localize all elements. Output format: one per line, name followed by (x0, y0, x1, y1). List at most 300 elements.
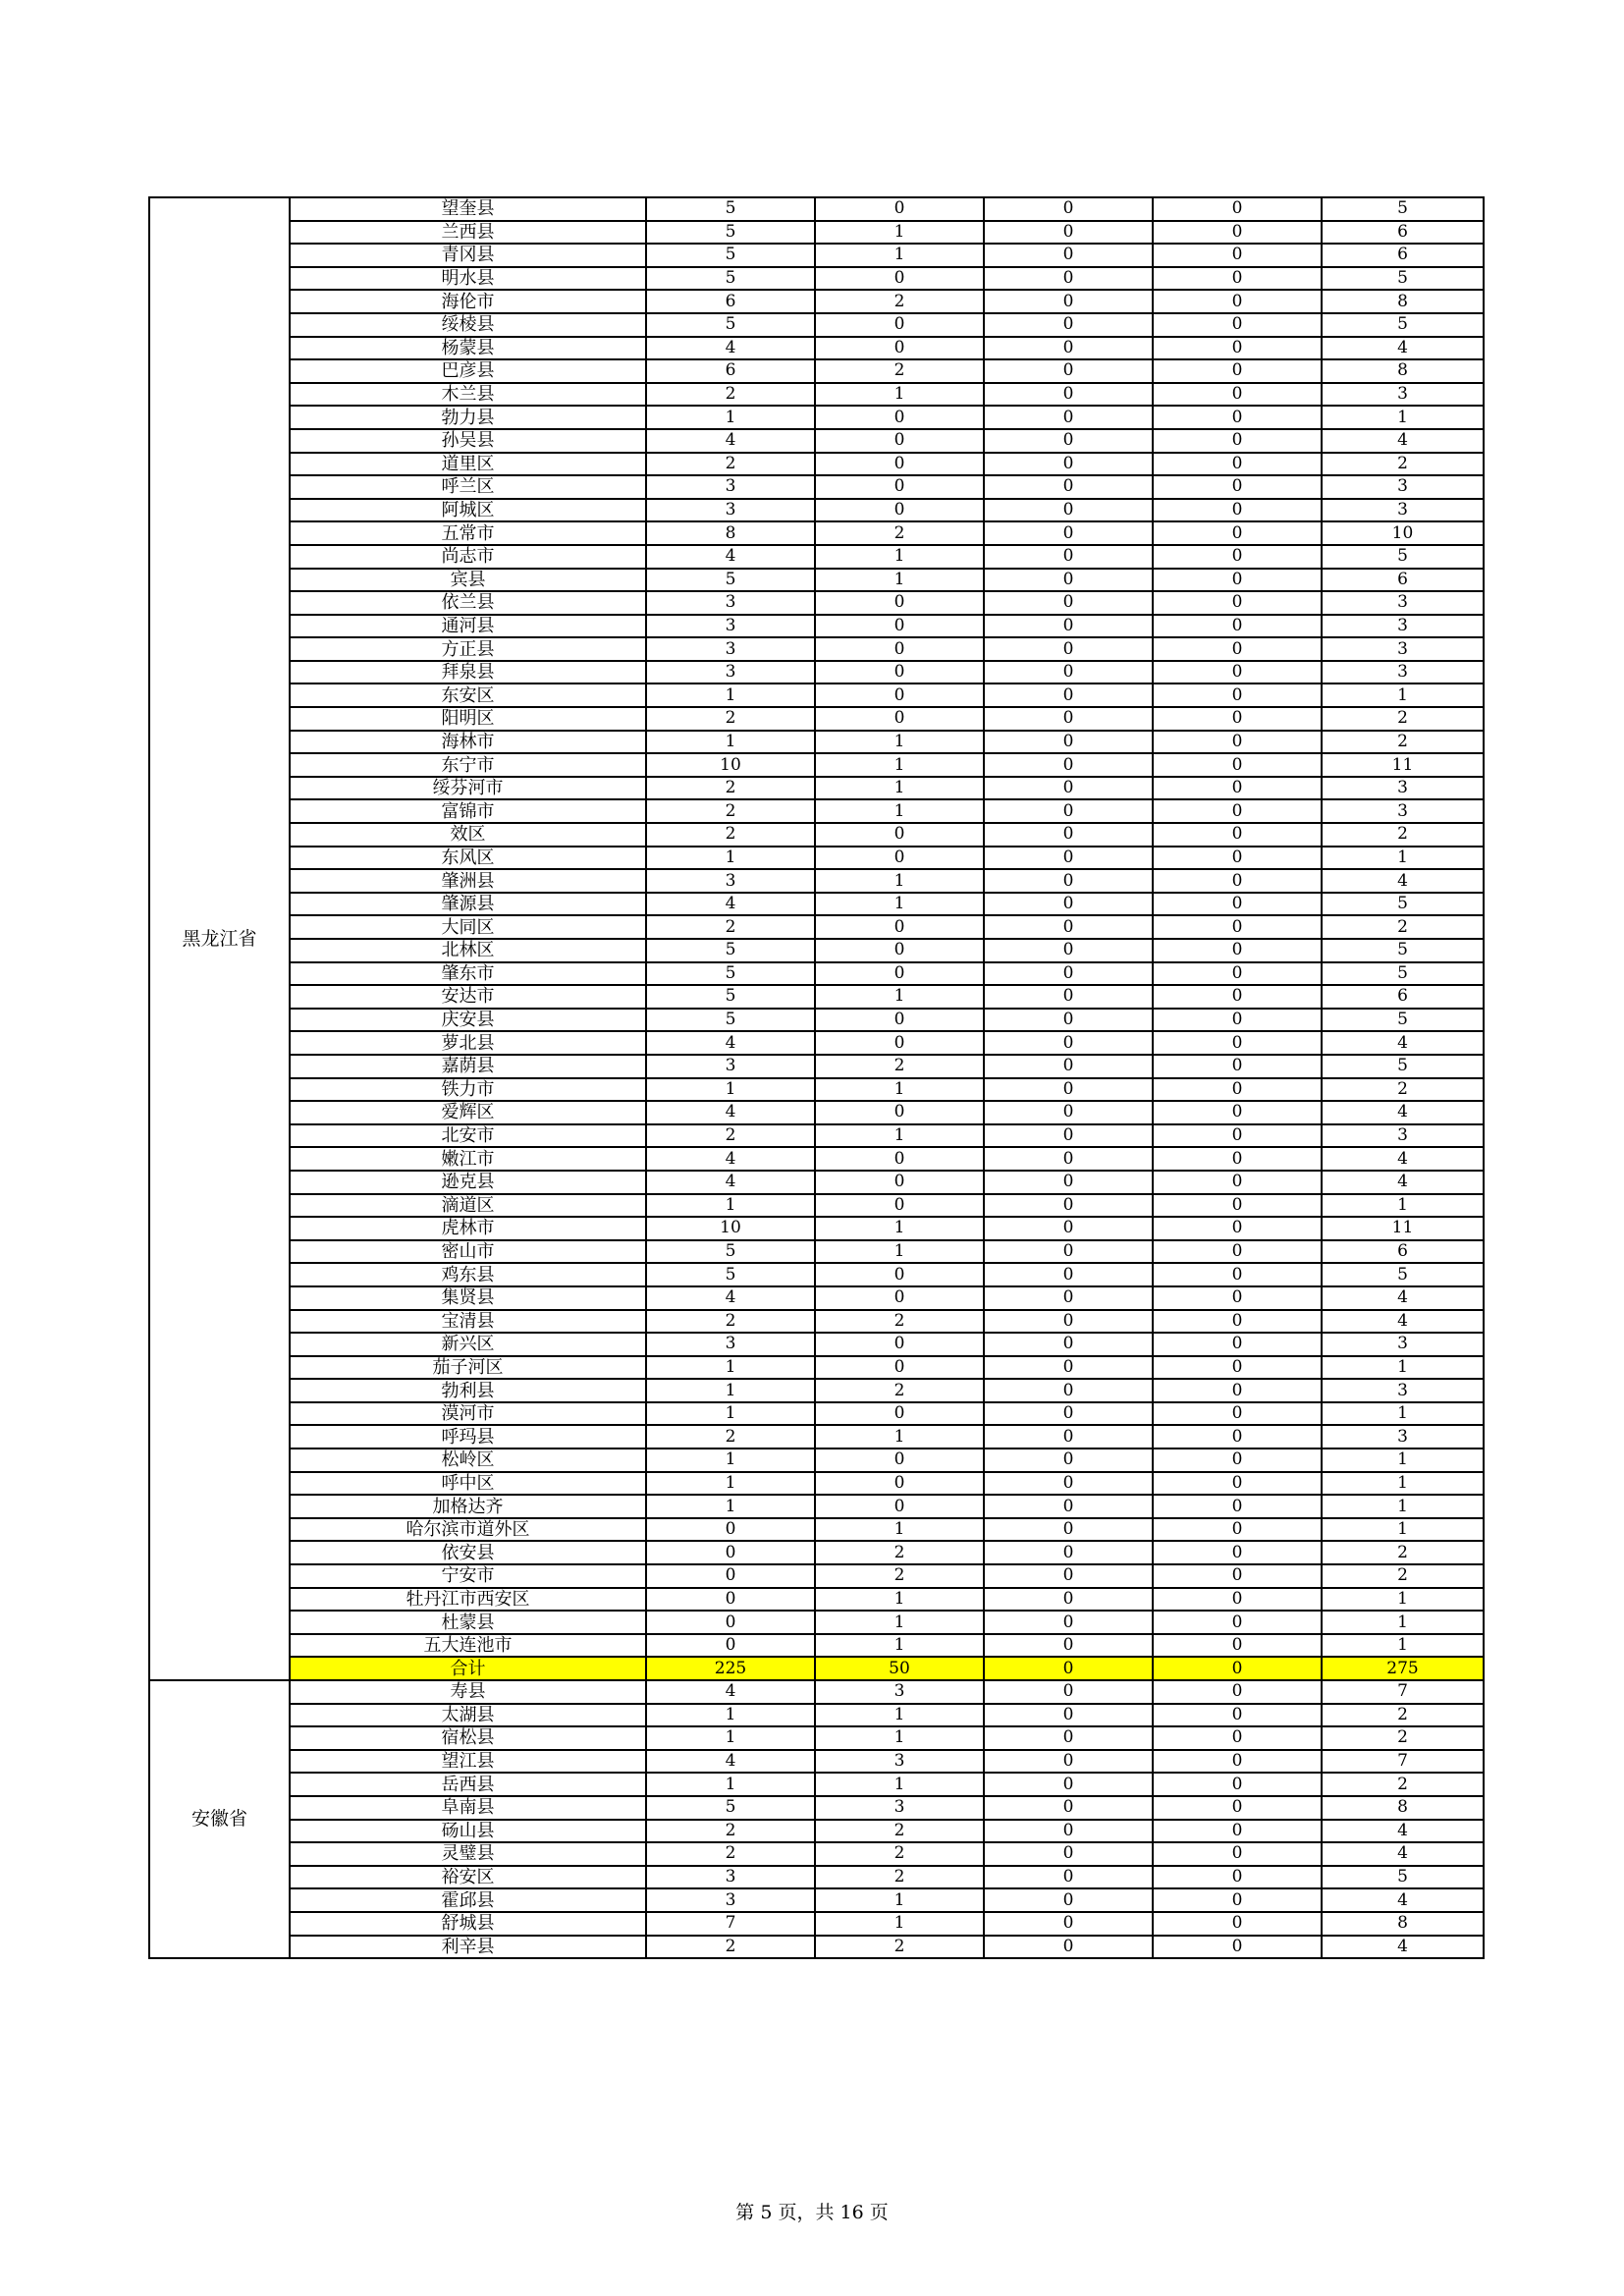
table-row (149, 1449, 1484, 1472)
value-cell: 8 (646, 521, 815, 545)
value-cell: 4 (1322, 1031, 1484, 1055)
county-name-cell: 新兴区 (290, 1333, 646, 1356)
table-row (149, 799, 1484, 823)
county-name-cell: 嘉荫县 (290, 1055, 646, 1078)
value-cell: 2 (1322, 453, 1484, 476)
value-cell: 5 (646, 1009, 815, 1032)
value-cell: 2 (1322, 1773, 1484, 1796)
table-row (149, 499, 1484, 522)
value-cell: 0 (984, 1564, 1153, 1588)
county-name-cell: 阜南县 (290, 1796, 646, 1820)
value-cell: 2 (646, 1310, 815, 1334)
value-cell: 0 (1153, 1634, 1322, 1658)
value-cell: 0 (1153, 1796, 1322, 1820)
value-cell: 5 (646, 1240, 815, 1264)
table-row (149, 1773, 1484, 1796)
value-cell: 0 (1153, 1217, 1322, 1240)
table-row (149, 591, 1484, 615)
value-cell: 5 (646, 313, 815, 337)
value-cell: 0 (1153, 823, 1322, 847)
value-cell: 0 (646, 1588, 815, 1612)
value-cell: 5 (1322, 197, 1484, 221)
value-cell: 0 (1153, 985, 1322, 1009)
county-name-cell: 明水县 (290, 267, 646, 291)
value-cell: 1 (646, 1704, 815, 1727)
value-cell: 1 (815, 1704, 984, 1727)
value-cell: 2 (646, 1425, 815, 1449)
value-cell: 0 (815, 661, 984, 684)
value-cell: 0 (815, 939, 984, 962)
value-cell: 50 (815, 1657, 984, 1680)
county-name-cell: 爱辉区 (290, 1101, 646, 1124)
value-cell: 0 (1153, 1009, 1322, 1032)
table-row (149, 453, 1484, 476)
county-name-cell: 太湖县 (290, 1704, 646, 1727)
value-cell: 0 (984, 1541, 1153, 1564)
value-cell: 0 (1153, 1031, 1322, 1055)
value-cell: 3 (1322, 1425, 1484, 1449)
value-cell: 0 (984, 661, 1153, 684)
value-cell: 0 (1153, 383, 1322, 407)
value-cell: 3 (1322, 1124, 1484, 1148)
value-cell: 0 (984, 893, 1153, 916)
value-cell: 4 (1322, 1842, 1484, 1866)
value-cell: 2 (815, 521, 984, 545)
value-cell: 0 (1153, 1518, 1322, 1542)
county-name-cell: 舒城县 (290, 1912, 646, 1936)
value-cell: 4 (646, 429, 815, 453)
table-row (149, 1888, 1484, 1912)
value-cell: 0 (1153, 1449, 1322, 1472)
value-cell: 3 (1322, 799, 1484, 823)
value-cell: 1 (815, 221, 984, 245)
county-name-cell: 通河县 (290, 615, 646, 638)
value-cell: 1 (815, 545, 984, 569)
county-name-cell: 道里区 (290, 453, 646, 476)
county-name-cell: 宿松县 (290, 1726, 646, 1750)
table-row (149, 1936, 1484, 1959)
value-cell: 2 (646, 915, 815, 939)
county-name-cell: 呼中区 (290, 1472, 646, 1496)
value-cell: 1 (646, 683, 815, 707)
table-row (149, 406, 1484, 429)
county-name-cell: 依安县 (290, 1541, 646, 1564)
value-cell: 2 (815, 1055, 984, 1078)
value-cell: 1 (1322, 1588, 1484, 1612)
county-name-cell: 大同区 (290, 915, 646, 939)
value-cell: 0 (984, 637, 1153, 661)
table-row (149, 1495, 1484, 1518)
value-cell: 0 (984, 1495, 1153, 1518)
value-cell: 0 (984, 1286, 1153, 1310)
value-cell: 2 (815, 1379, 984, 1402)
value-cell: 4 (646, 1101, 815, 1124)
value-cell: 0 (815, 453, 984, 476)
value-cell: 1 (815, 1726, 984, 1750)
value-cell: 0 (984, 1263, 1153, 1286)
value-cell: 0 (1153, 267, 1322, 291)
value-cell: 10 (1322, 521, 1484, 545)
value-cell: 0 (1153, 1495, 1322, 1518)
value-cell: 1 (815, 383, 984, 407)
value-cell: 0 (984, 1449, 1153, 1472)
table-row (149, 337, 1484, 360)
province-cell: 安徽省 (149, 1680, 290, 1958)
value-cell: 4 (646, 1750, 815, 1774)
value-cell: 1 (646, 1449, 815, 1472)
table-row (149, 777, 1484, 800)
value-cell: 0 (1153, 545, 1322, 569)
county-name-cell: 牡丹江市西安区 (290, 1588, 646, 1612)
value-cell: 1 (1322, 1611, 1484, 1634)
value-cell: 10 (646, 753, 815, 777)
value-cell: 0 (984, 1726, 1153, 1750)
county-name-cell: 安达市 (290, 985, 646, 1009)
county-name-cell: 杨蒙县 (290, 337, 646, 360)
value-cell: 0 (984, 545, 1153, 569)
value-cell: 2 (815, 1310, 984, 1334)
county-name-cell: 巴彦县 (290, 359, 646, 383)
table-row (149, 267, 1484, 291)
county-name-cell: 富锦市 (290, 799, 646, 823)
value-cell: 0 (1153, 1866, 1322, 1889)
county-name-cell: 呼兰区 (290, 475, 646, 499)
value-cell: 4 (646, 1147, 815, 1171)
value-cell: 3 (646, 661, 815, 684)
value-cell: 11 (1322, 1217, 1484, 1240)
county-name-cell: 方正县 (290, 637, 646, 661)
value-cell: 0 (984, 499, 1153, 522)
value-cell: 1 (815, 985, 984, 1009)
value-cell: 2 (646, 453, 815, 476)
county-name-cell: 兰西县 (290, 221, 646, 245)
value-cell: 0 (646, 1564, 815, 1588)
value-cell: 0 (1153, 429, 1322, 453)
value-cell: 0 (815, 1171, 984, 1194)
value-cell: 6 (646, 359, 815, 383)
value-cell: 0 (1153, 847, 1322, 870)
value-cell: 0 (815, 1449, 984, 1472)
table-row (149, 1333, 1484, 1356)
value-cell: 4 (1322, 337, 1484, 360)
table-row (149, 1147, 1484, 1171)
value-cell: 0 (815, 1031, 984, 1055)
table-row (149, 1240, 1484, 1264)
value-cell: 8 (1322, 290, 1484, 313)
table-row (149, 244, 1484, 267)
value-cell: 0 (984, 799, 1153, 823)
value-cell: 1 (815, 1425, 984, 1449)
value-cell: 0 (984, 1680, 1153, 1704)
county-name-cell: 效区 (290, 823, 646, 847)
value-cell: 1 (815, 1588, 984, 1612)
value-cell: 5 (646, 1263, 815, 1286)
county-name-cell: 孙吴县 (290, 429, 646, 453)
value-cell: 0 (815, 313, 984, 337)
value-cell: 4 (1322, 1820, 1484, 1843)
value-cell: 0 (984, 1055, 1153, 1078)
value-cell: 0 (815, 707, 984, 731)
value-cell: 0 (984, 1310, 1153, 1334)
county-name-cell: 阿城区 (290, 499, 646, 522)
value-cell: 6 (1322, 1240, 1484, 1264)
table-row (149, 1588, 1484, 1612)
value-cell: 4 (1322, 1101, 1484, 1124)
table-row (149, 1194, 1484, 1218)
value-cell: 0 (1153, 1078, 1322, 1102)
value-cell: 1 (815, 753, 984, 777)
county-name-cell: 木兰县 (290, 383, 646, 407)
value-cell: 0 (984, 337, 1153, 360)
value-cell: 3 (1322, 475, 1484, 499)
value-cell: 0 (815, 406, 984, 429)
value-cell: 3 (1322, 637, 1484, 661)
value-cell: 5 (1322, 1263, 1484, 1286)
county-name-cell: 北林区 (290, 939, 646, 962)
value-cell: 5 (1322, 1055, 1484, 1078)
value-cell: 0 (984, 244, 1153, 267)
value-cell: 0 (815, 915, 984, 939)
value-cell: 0 (815, 637, 984, 661)
value-cell: 0 (1153, 221, 1322, 245)
value-cell: 0 (1153, 683, 1322, 707)
value-cell: 0 (1153, 1425, 1322, 1449)
table-row (149, 1866, 1484, 1889)
county-name-cell: 庆安县 (290, 1009, 646, 1032)
value-cell: 0 (984, 615, 1153, 638)
value-cell: 0 (984, 290, 1153, 313)
value-cell: 2 (646, 777, 815, 800)
value-cell: 2 (815, 1866, 984, 1889)
value-cell: 0 (1153, 1171, 1322, 1194)
value-cell: 0 (984, 1820, 1153, 1843)
value-cell: 0 (984, 1101, 1153, 1124)
value-cell: 0 (1153, 1240, 1322, 1264)
page-footer: 第 5 页，共 16 页 (735, 2202, 889, 2223)
value-cell: 2 (1322, 823, 1484, 847)
value-cell: 0 (1153, 1101, 1322, 1124)
table-row (149, 1634, 1484, 1658)
value-cell: 1 (815, 1240, 984, 1264)
value-cell: 0 (1153, 1472, 1322, 1496)
county-name-cell: 裕安区 (290, 1866, 646, 1889)
value-cell: 1 (815, 893, 984, 916)
value-cell: 0 (984, 777, 1153, 800)
county-name-cell: 岳西县 (290, 1773, 646, 1796)
value-cell: 2 (1322, 731, 1484, 754)
value-cell: 2 (646, 1124, 815, 1148)
value-cell: 4 (646, 545, 815, 569)
table-row (149, 1263, 1484, 1286)
value-cell: 0 (1153, 1310, 1322, 1334)
value-cell: 1 (646, 1495, 815, 1518)
value-cell: 0 (815, 1009, 984, 1032)
county-name-cell: 集贤县 (290, 1286, 646, 1310)
county-name-cell: 青冈县 (290, 244, 646, 267)
value-cell: 0 (984, 939, 1153, 962)
table-row (149, 637, 1484, 661)
value-cell: 0 (984, 1217, 1153, 1240)
value-cell: 0 (1153, 1564, 1322, 1588)
county-name-cell: 寿县 (290, 1680, 646, 1704)
value-cell: 0 (984, 1611, 1153, 1634)
value-cell: 0 (1153, 591, 1322, 615)
county-name-cell: 五常市 (290, 521, 646, 545)
value-cell: 0 (984, 1634, 1153, 1658)
value-cell: 0 (984, 823, 1153, 847)
value-cell: 0 (984, 1588, 1153, 1612)
value-cell: 0 (984, 1402, 1153, 1426)
table-row (149, 1009, 1484, 1032)
value-cell: 3 (1322, 1379, 1484, 1402)
value-cell: 0 (984, 267, 1153, 291)
value-cell: 1 (646, 1402, 815, 1426)
value-cell: 0 (984, 1912, 1153, 1936)
county-name-cell: 利辛县 (290, 1936, 646, 1959)
value-cell: 11 (1322, 753, 1484, 777)
value-cell: 1 (815, 777, 984, 800)
value-cell: 1 (646, 1379, 815, 1402)
value-cell: 5 (646, 939, 815, 962)
value-cell: 0 (984, 475, 1153, 499)
value-cell: 0 (984, 1078, 1153, 1102)
value-cell: 0 (1153, 453, 1322, 476)
value-cell: 2 (646, 1842, 815, 1866)
value-cell: 0 (1153, 615, 1322, 638)
value-cell: 7 (1322, 1680, 1484, 1704)
value-cell: 0 (984, 1866, 1153, 1889)
value-cell: 4 (1322, 1171, 1484, 1194)
value-cell: 1 (646, 1194, 815, 1218)
county-name-cell: 肇洲县 (290, 869, 646, 893)
value-cell: 3 (646, 499, 815, 522)
value-cell: 0 (1153, 777, 1322, 800)
value-cell: 5 (1322, 267, 1484, 291)
value-cell: 0 (1153, 1055, 1322, 1078)
value-cell: 1 (646, 1726, 815, 1750)
value-cell: 6 (1322, 221, 1484, 245)
value-cell: 0 (1153, 1588, 1322, 1612)
value-cell: 5 (1322, 1009, 1484, 1032)
value-cell: 0 (984, 1773, 1153, 1796)
value-cell: 4 (1322, 1286, 1484, 1310)
value-cell: 2 (1322, 1541, 1484, 1564)
table-row (149, 661, 1484, 684)
table-row (149, 847, 1484, 870)
county-name-cell: 铁力市 (290, 1078, 646, 1102)
value-cell: 1 (646, 406, 815, 429)
table-row (149, 1726, 1484, 1750)
table-row (149, 475, 1484, 499)
value-cell: 5 (1322, 313, 1484, 337)
value-cell: 1 (646, 1472, 815, 1496)
value-cell: 2 (646, 383, 815, 407)
value-cell: 0 (646, 1634, 815, 1658)
value-cell: 0 (1153, 244, 1322, 267)
value-cell: 5 (1322, 1866, 1484, 1889)
value-cell: 4 (1322, 429, 1484, 453)
value-cell: 4 (1322, 1310, 1484, 1334)
value-cell: 2 (815, 1936, 984, 1959)
value-cell: 1 (1322, 406, 1484, 429)
value-cell: 5 (646, 267, 815, 291)
value-cell: 1 (815, 1912, 984, 1936)
value-cell: 3 (646, 1055, 815, 1078)
value-cell: 3 (815, 1680, 984, 1704)
total-row (149, 1657, 1484, 1680)
value-cell: 10 (646, 1217, 815, 1240)
value-cell: 0 (646, 1541, 815, 1564)
value-cell: 1 (646, 847, 815, 870)
value-cell: 2 (1322, 1704, 1484, 1727)
value-cell: 0 (1153, 731, 1322, 754)
table-row (149, 1101, 1484, 1124)
value-cell: 0 (984, 683, 1153, 707)
table-row (149, 313, 1484, 337)
total-label-cell: 合计 (290, 1657, 646, 1680)
value-cell: 1 (815, 569, 984, 592)
county-name-cell: 加格达齐 (290, 1495, 646, 1518)
value-cell: 0 (1153, 1286, 1322, 1310)
value-cell: 0 (984, 962, 1153, 986)
value-cell: 1 (1322, 1194, 1484, 1218)
value-cell: 2 (646, 1936, 815, 1959)
value-cell: 0 (1153, 359, 1322, 383)
value-cell: 0 (984, 1936, 1153, 1959)
value-cell: 0 (984, 569, 1153, 592)
table-row (149, 521, 1484, 545)
county-name-cell: 东安区 (290, 683, 646, 707)
value-cell: 0 (1153, 1333, 1322, 1356)
value-cell: 1 (646, 1356, 815, 1380)
value-cell: 0 (984, 707, 1153, 731)
value-cell: 5 (1322, 939, 1484, 962)
county-name-cell: 漠河市 (290, 1402, 646, 1426)
table-body (149, 197, 1484, 1958)
county-name-cell: 密山市 (290, 1240, 646, 1264)
value-cell: 0 (1153, 1773, 1322, 1796)
county-name-cell: 逊克县 (290, 1171, 646, 1194)
table-row (149, 823, 1484, 847)
value-cell: 5 (646, 244, 815, 267)
value-cell: 0 (815, 591, 984, 615)
value-cell: 0 (984, 1704, 1153, 1727)
county-name-cell: 肇源县 (290, 893, 646, 916)
value-cell: 0 (984, 1379, 1153, 1402)
value-cell: 0 (1153, 475, 1322, 499)
value-cell: 0 (815, 429, 984, 453)
county-name-cell: 宁安市 (290, 1564, 646, 1588)
table-row (149, 1286, 1484, 1310)
value-cell: 1 (815, 1888, 984, 1912)
value-cell: 3 (1322, 777, 1484, 800)
table-row (149, 359, 1484, 383)
value-cell: 3 (646, 1888, 815, 1912)
value-cell: 5 (1322, 962, 1484, 986)
value-cell: 0 (1153, 893, 1322, 916)
table-row (149, 1171, 1484, 1194)
county-name-cell: 松岭区 (290, 1449, 646, 1472)
value-cell: 0 (1153, 1726, 1322, 1750)
value-cell: 7 (646, 1912, 815, 1936)
county-name-cell: 海林市 (290, 731, 646, 754)
value-cell: 0 (984, 847, 1153, 870)
county-name-cell: 尚志市 (290, 545, 646, 569)
table-row (149, 1541, 1484, 1564)
value-cell: 1 (646, 731, 815, 754)
county-name-cell: 霍邱县 (290, 1888, 646, 1912)
value-cell: 0 (984, 1240, 1153, 1264)
